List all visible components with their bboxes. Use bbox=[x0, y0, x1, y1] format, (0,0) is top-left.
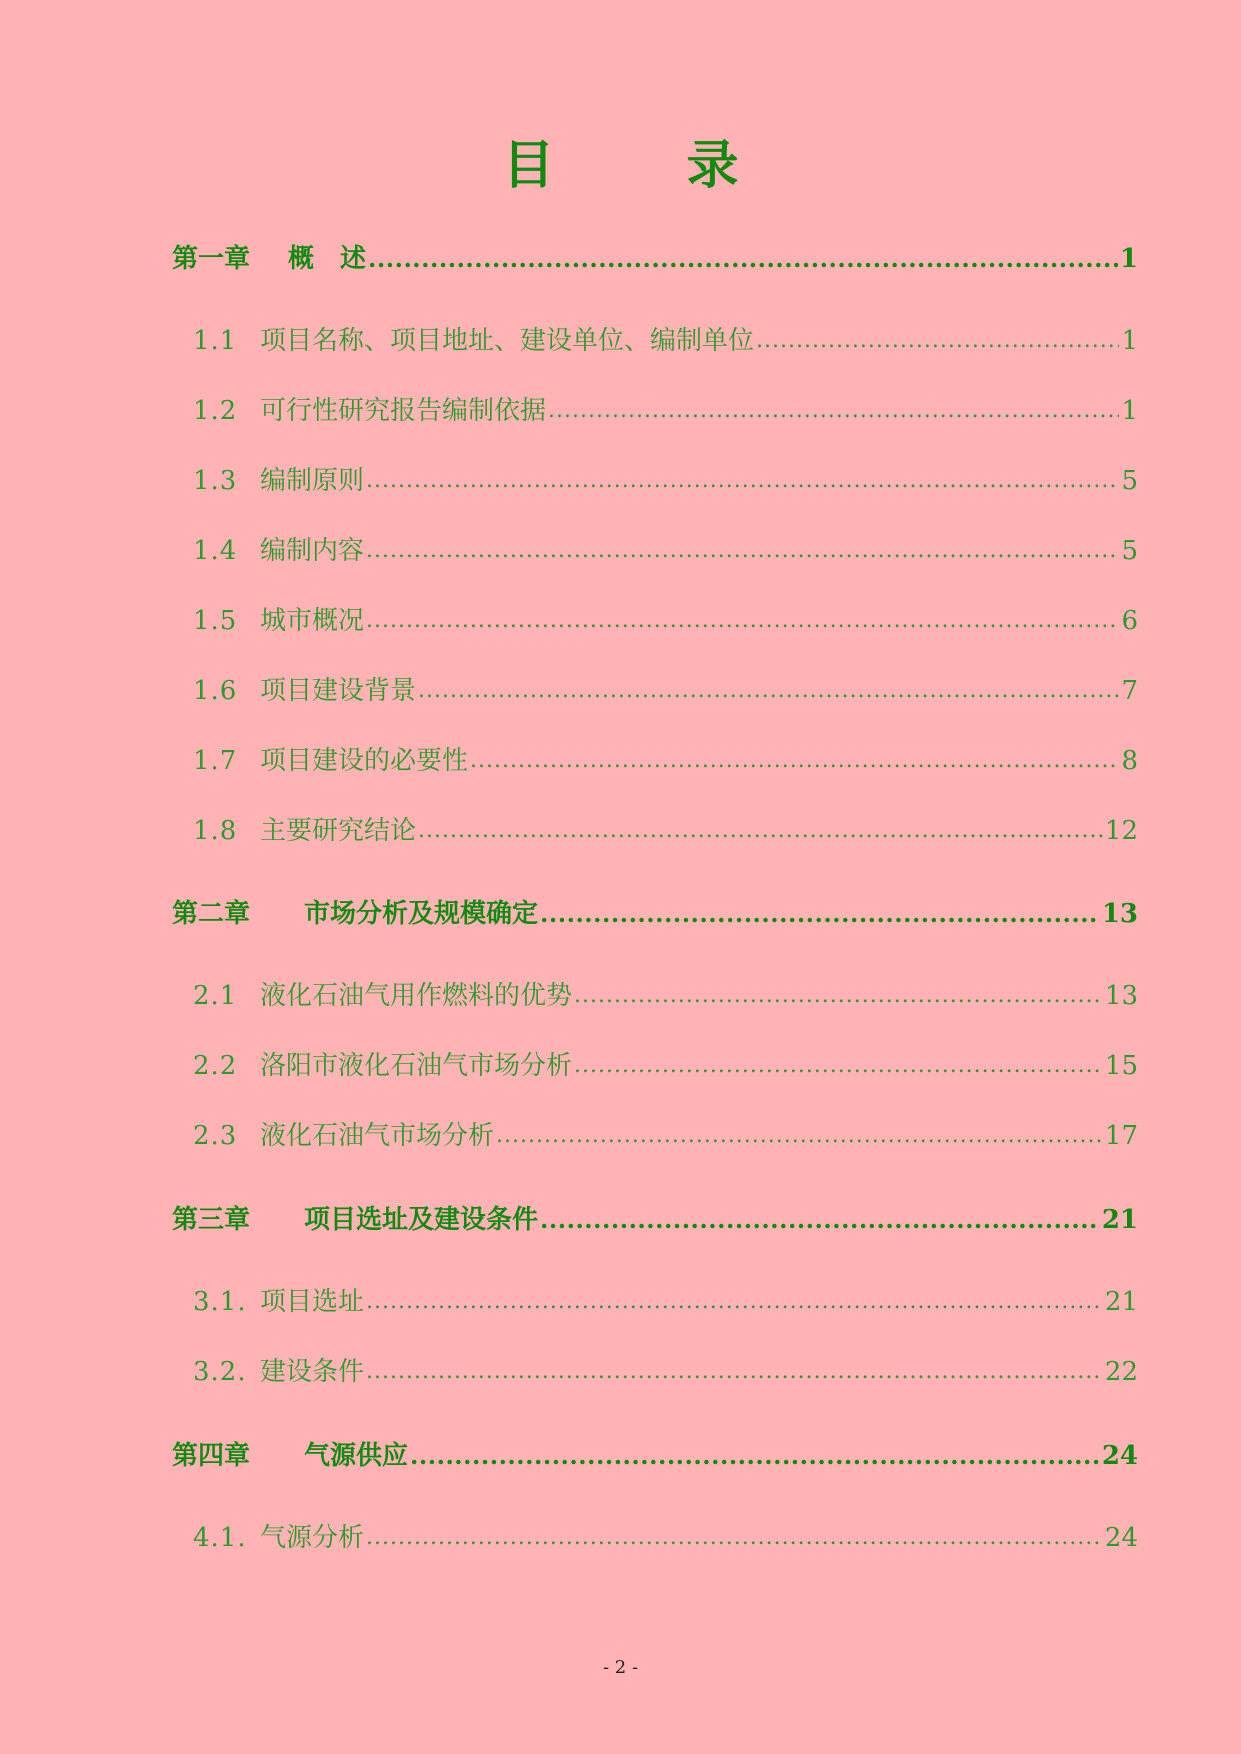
toc-number: 2.3 bbox=[193, 1121, 238, 1151]
toc-number: 1.8 bbox=[193, 816, 238, 846]
toc-leader-dots bbox=[548, 393, 1119, 429]
toc-section-1-3[interactable] bbox=[193, 463, 1138, 499]
toc-page-number: 1 bbox=[1121, 326, 1138, 356]
toc-label: 概 述 bbox=[288, 244, 367, 274]
toc-section-3-1[interactable] bbox=[193, 1284, 1138, 1320]
toc-leader-dots bbox=[540, 1202, 1100, 1238]
page-title: 目 录 bbox=[502, 135, 779, 196]
toc-leader-dots bbox=[540, 896, 1100, 932]
toc-leader-dots bbox=[366, 1520, 1103, 1556]
toc-number: 1.7 bbox=[193, 746, 238, 776]
toc-number: 3.2. bbox=[193, 1357, 247, 1387]
toc-label: 市场分析及规模确定 bbox=[304, 899, 539, 929]
toc-page-number: 1 bbox=[1119, 244, 1138, 274]
toc-page-number: 5 bbox=[1121, 466, 1138, 496]
toc-section-1-5[interactable] bbox=[193, 603, 1138, 639]
toc-leader-dots bbox=[574, 1048, 1103, 1084]
toc-label: 液化石油气用作燃料的优势 bbox=[260, 981, 573, 1011]
toc-chapter-1[interactable] bbox=[172, 241, 1138, 277]
toc-leader-dots bbox=[366, 463, 1119, 499]
toc-label: 主要研究结论 bbox=[260, 816, 417, 846]
toc-section-1-1[interactable] bbox=[193, 323, 1138, 359]
toc-label: 城市概况 bbox=[260, 606, 365, 636]
page-number-footer: - 2 - bbox=[602, 1657, 639, 1678]
toc-page-number: 5 bbox=[1121, 536, 1138, 566]
toc-number: 1.5 bbox=[193, 606, 238, 636]
toc-page-number: 24 bbox=[1101, 1441, 1138, 1471]
toc-label: 项目选址 bbox=[260, 1287, 365, 1317]
toc-page-number: 24 bbox=[1104, 1523, 1138, 1553]
toc-page-number: 8 bbox=[1121, 746, 1138, 776]
toc-leader-dots bbox=[574, 978, 1103, 1014]
toc-number: 第四章 bbox=[172, 1441, 251, 1471]
toc-number: 3.1. bbox=[193, 1287, 247, 1317]
toc-leader-dots bbox=[418, 813, 1103, 849]
toc-label: 液化石油气市场分析 bbox=[260, 1121, 495, 1151]
toc-page-number: 1 bbox=[1121, 396, 1138, 426]
toc-label: 气源供应 bbox=[304, 1441, 409, 1471]
toc-label: 气源分析 bbox=[260, 1523, 365, 1553]
toc-label: 可行性研究报告编制依据 bbox=[260, 396, 547, 426]
toc-label: 建设条件 bbox=[260, 1357, 365, 1387]
toc-page-number: 21 bbox=[1101, 1205, 1138, 1235]
toc-section-3-2[interactable] bbox=[193, 1354, 1138, 1390]
toc-page-number: 22 bbox=[1104, 1357, 1138, 1387]
toc-label: 洛阳市液化石油气市场分析 bbox=[260, 1051, 573, 1081]
toc-section-1-2[interactable] bbox=[193, 393, 1138, 429]
toc-page-number: 17 bbox=[1104, 1121, 1138, 1151]
toc-label: 编制原则 bbox=[260, 466, 365, 496]
toc-leader-dots bbox=[368, 241, 1118, 277]
toc-leader-dots bbox=[756, 323, 1119, 359]
toc-number: 第三章 bbox=[172, 1205, 251, 1235]
toc-number: 2.1 bbox=[193, 981, 238, 1011]
toc-section-1-7[interactable] bbox=[193, 743, 1138, 779]
toc-leader-dots bbox=[410, 1438, 1100, 1474]
toc-page-number: 15 bbox=[1104, 1051, 1138, 1081]
toc-page-number: 21 bbox=[1104, 1287, 1138, 1317]
toc-label: 项目建设背景 bbox=[260, 676, 417, 706]
toc-number: 1.4 bbox=[193, 536, 238, 566]
toc-section-2-2[interactable] bbox=[193, 1048, 1138, 1084]
toc-leader-dots bbox=[366, 1354, 1103, 1390]
toc-leader-dots bbox=[496, 1118, 1103, 1154]
toc-label: 编制内容 bbox=[260, 536, 365, 566]
toc-section-2-1[interactable] bbox=[193, 978, 1138, 1014]
toc-section-1-8[interactable] bbox=[193, 813, 1138, 849]
toc-chapter-3[interactable] bbox=[172, 1202, 1138, 1238]
toc-chapter-2[interactable] bbox=[172, 896, 1138, 932]
toc-page-number: 7 bbox=[1121, 676, 1138, 706]
toc-leader-dots bbox=[366, 1284, 1103, 1320]
toc-label: 项目名称、项目地址、建设单位、编制单位 bbox=[260, 326, 755, 356]
toc-number: 第一章 bbox=[172, 244, 251, 274]
toc-leader-dots bbox=[366, 533, 1119, 569]
toc-number: 1.3 bbox=[193, 466, 238, 496]
toc-label: 项目建设的必要性 bbox=[260, 746, 469, 776]
toc-page-number: 13 bbox=[1104, 981, 1138, 1011]
toc-number: 1.1 bbox=[193, 326, 238, 356]
toc-number: 1.6 bbox=[193, 676, 238, 706]
toc-section-2-3[interactable] bbox=[193, 1118, 1138, 1154]
toc-leader-dots bbox=[418, 673, 1119, 709]
toc-page-number: 6 bbox=[1121, 606, 1138, 636]
toc-number: 4.1. bbox=[193, 1523, 247, 1553]
toc-section-1-4[interactable] bbox=[193, 533, 1138, 569]
toc-leader-dots bbox=[366, 603, 1119, 639]
toc-number: 2.2 bbox=[193, 1051, 238, 1081]
toc-leader-dots bbox=[470, 743, 1119, 779]
toc-section-4-1[interactable] bbox=[193, 1520, 1138, 1556]
toc-label: 项目选址及建设条件 bbox=[304, 1205, 539, 1235]
toc-number: 1.2 bbox=[193, 396, 238, 426]
toc-page-number: 13 bbox=[1101, 899, 1138, 929]
toc-page-number: 12 bbox=[1104, 816, 1138, 846]
toc-number: 第二章 bbox=[172, 899, 251, 929]
toc-section-1-6[interactable] bbox=[193, 673, 1138, 709]
toc-chapter-4[interactable] bbox=[172, 1438, 1138, 1474]
